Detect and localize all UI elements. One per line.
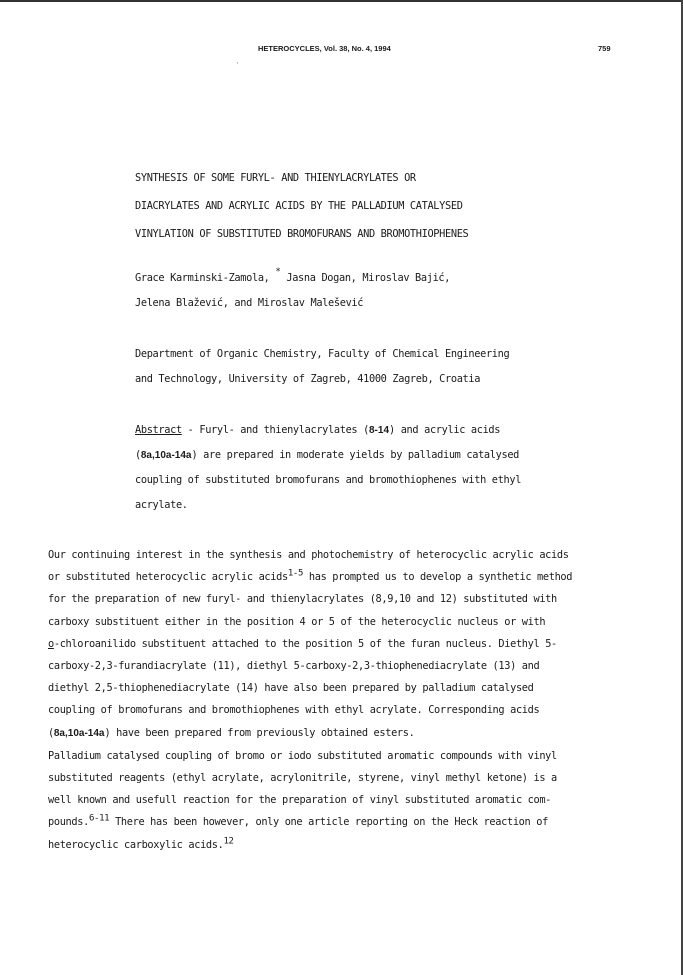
abstract: Abstract - Furyl- and thienylacrylates (8-14) and acrylic acids (8a,10a-14a) are prepared in moderate yields by palladium catalysed coupling of substituted bromofurans and bromothiophenes with ethyl acrylate. [135, 418, 595, 518]
body-line: Our continuing interest in the synthesis and photochemistry of heterocyclic acrylic acids [48, 549, 569, 561]
scan-speck: ` [236, 62, 240, 70]
compound-numbers: 8-14 [368, 425, 389, 436]
citation-ref: 6-11 [88, 814, 110, 825]
body-line: substituted reagents (ethyl acrylate, acrylonitrile, styrene, vinyl methyl ketone) is a [48, 772, 557, 785]
abstract-label: Abstract [135, 424, 182, 436]
affiliation-line: Department of Organic Chemistry, Faculty of Chemical Engineering [135, 348, 510, 360]
body-line: carboxy substituent either in the position 4 or 5 of the heterocyclic nucleus or with [48, 615, 546, 628]
author-list [135, 266, 450, 315]
affiliation [135, 342, 509, 392]
author-text: Grace Karminski-Zamola, [135, 272, 270, 284]
body-line: or substituted heterocyclic acrylic acids$^{1-5}$ has prompted us to develop a synthetic method [48, 568, 573, 584]
abstract-line: coupling of substituted bromofurans and bromothiophenes with ethyl [135, 474, 522, 486]
body-line: o-chloroanilido substituent attached to the position 5 of the furan nucleus. Diethyl 5- [48, 637, 557, 650]
author-text: Jasna Dogan, Miroslav Bajić, [286, 272, 451, 284]
body-line: coupling of bromofurans and bromothiophenes with ethyl acrylate. Corresponding acids [48, 704, 540, 717]
body-line: (8a,10a-14a) have been prepared from previously obtained esters. [48, 726, 415, 739]
paper-title [135, 164, 468, 248]
top-border-line [0, 0, 683, 2]
affiliation-line: and Technology, University of Zagreb, 41000 Zagreb, Croatia [135, 373, 481, 385]
compound-numbers: 8a,10a-14a [53, 727, 105, 739]
body-line: heterocyclic carboxylic acids.$^{12}$ [48, 836, 234, 851]
body-line: well known and usefull reaction for the preparation of vinyl substituted aromatic com- [48, 794, 552, 807]
page-number: 759 [598, 44, 611, 53]
title-line: SYNTHESIS OF SOME FURYL- AND THIENYLACRYLATES OR [135, 172, 416, 184]
body-line: pounds.$^{6-11}$ There has been however, only one article reporting on the Heck reaction of [48, 814, 548, 829]
body-text [48, 544, 648, 856]
abstract-line: acrylate. [135, 499, 188, 511]
body-line: Palladium catalysed coupling of bromo or iodo substituted aromatic compounds with vinyl [48, 749, 557, 762]
corresponding-author-mark: * [275, 267, 281, 277]
body-line: for the preparation of new furyl- and thienylacrylates (8,9,10 and 12) substituted with [48, 593, 557, 606]
citation-ref: 1-5 [287, 568, 304, 579]
journal-citation: HETEROCYCLES, Vol. 38, No. 4, 1994 [258, 44, 391, 53]
title-line: DIACRYLATES AND ACRYLIC ACIDS BY THE PALLADIUM CATALYSED [135, 200, 463, 212]
compound-numbers: 8a,10a-14a [140, 450, 192, 461]
citation-ref: 12 [223, 836, 234, 847]
body-line: carboxy-2,3-furandiacrylate (11), diethyl 5-carboxy-2,3-thiophenediacrylate (13) and [48, 660, 540, 673]
body-line: diethyl 2,5-thiophenediacrylate (14) have also been prepared by palladium catalysed [48, 682, 534, 695]
title-line: VINYLATION OF SUBSTITUTED BROMOFURANS AND BROMOTHIOPHENES [135, 228, 469, 240]
author-text: Jelena Blažević, and Miroslav Malešević [135, 297, 364, 309]
